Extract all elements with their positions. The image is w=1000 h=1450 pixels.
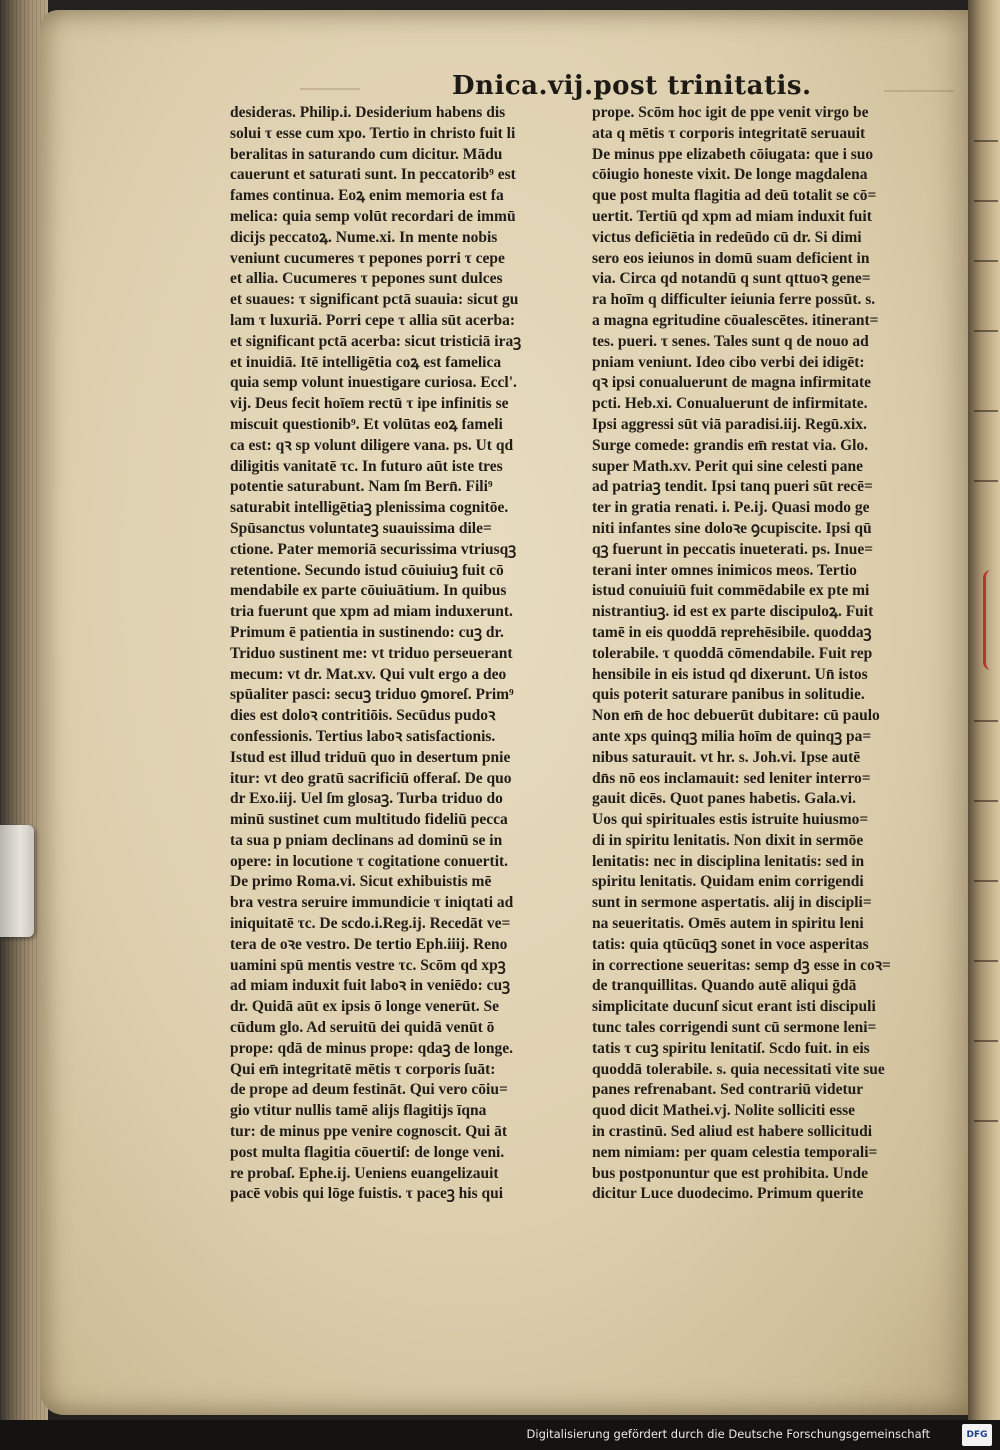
text-line: dies est doloꝛ contritiōis. Secūdus pudoꝛ bbox=[230, 707, 496, 725]
red-rubric-mark bbox=[983, 570, 1000, 670]
text-line: ter in gratia renati. i. Pe.ij. Quasi modo ge bbox=[592, 499, 870, 517]
text-line: melica: quia semp volūt recordari de immū bbox=[230, 207, 516, 225]
text-line: gio vtitur nullis tamē alijs flagitijs īqna bbox=[230, 1102, 487, 1120]
text-line: via. Circa qd notandū q sunt qttuoꝛ gene= bbox=[592, 270, 871, 288]
text-line: post multa flagitia cōuertiſ: de longe veni. bbox=[230, 1143, 505, 1161]
text-line: ca est: qꝛ sp volunt diligere vana. ps. Ut qd bbox=[230, 436, 514, 454]
text-line: tamē in eis quoddā reprehēsibile. quoddaꝫ bbox=[592, 623, 872, 641]
text-line: que post multa flagitia ad deū totalit se cō= bbox=[592, 187, 877, 205]
text-line: nistrantiuꝫ. id est ex parte discipuloꝝ. Fuit bbox=[592, 603, 874, 621]
text-line: nibus saturauit. vt hr. s. Joh.vi. Ipse autē bbox=[592, 748, 861, 766]
text-line: hensibile in eis istud qd dixerunt. Un̄ istos bbox=[592, 665, 868, 683]
text-line: opere: in locutione τ cogitatione conuertit. bbox=[230, 852, 509, 870]
text-line: veniunt cucumeres τ pepones porri τ cepe bbox=[230, 249, 505, 267]
text-line: prope. Scōm hoc igit de ppe venit virgo be bbox=[592, 104, 869, 121]
text-line: re probaſ. Ephe.ij. Ueniens euangelizauit bbox=[230, 1164, 499, 1182]
text-line: desideras. Philip.i. Desiderium habens dis bbox=[230, 104, 506, 121]
text-line: uertit. Tertiū qd xpm ad miam induxit fuit bbox=[592, 207, 872, 225]
text-line: tria fuerunt que xpm ad miam induxerunt. bbox=[230, 603, 513, 621]
text-line: cauerunt et saturati sunt. In peccatorib⁹ est bbox=[230, 166, 516, 184]
text-line: tatis τ cuꝫ spiritu lenitatiſ. Scdo fuit. in eis bbox=[592, 1039, 870, 1057]
text-line: Uos qui spirituales estis istruite huiusmo= bbox=[592, 811, 869, 829]
text-line: nem nimiam: per quam celestia temporali= bbox=[592, 1143, 878, 1161]
text-line: fames continua. Eoꝝ enim memoria est fa bbox=[230, 187, 504, 205]
text-line: lenitatis: nec in disciplina lenitatis: sed in bbox=[592, 852, 865, 870]
text-line: et suaues: τ significant pctā suauia: sicut gu bbox=[230, 291, 519, 309]
text-line: dicijs peccatoꝝ. Nume.xi. In mente nobis bbox=[230, 228, 498, 246]
text-line: Non em̄ de hoc debuerūt dubitare: cū paulo bbox=[592, 707, 880, 725]
text-line: Ipsi aggressi sūt viā paradisi.iij. Regū.xix. bbox=[592, 415, 867, 433]
text-line: et allia. Cucumeres τ pepones sunt dulces bbox=[230, 270, 503, 288]
text-line: panes refrenabant. Sed contrariū videtur bbox=[592, 1081, 864, 1099]
text-line: spūaliter pasci: secuꝫ triduo ꝯmoreſ. Prim⁹ bbox=[230, 686, 514, 704]
text-line: vij. Deus fecit hoīem rectū τ ipe infinitis se bbox=[230, 395, 509, 413]
text-line: tunc tales corrigendi sunt cū sermone leni= bbox=[592, 1019, 877, 1037]
text-line: quod dicit Mathei.vj. Nolite solliciti esse bbox=[592, 1102, 856, 1120]
text-line: iniquitatē τc. De scdo.i.Reg.ij. Recedāt ve= bbox=[230, 915, 511, 933]
text-line: simplicitate ducunſ sicut erant isti discipuli bbox=[592, 998, 876, 1016]
text-line: di in spiritu lenitatis. Non dixit in sermōe bbox=[592, 831, 864, 849]
text-line: retentione. Secundo istud cōuiuiuꝫ fuit cō bbox=[230, 561, 504, 579]
text-line: qꝫ fuerunt in peccatis inueterati. ps. Inue= bbox=[592, 540, 874, 558]
text-line: Spūsanctus voluntateꝫ suauissima dile= bbox=[230, 519, 492, 537]
text-line: cūdum glo. Ad seruitū dei quidā venūt ō bbox=[230, 1019, 495, 1037]
text-line: Primum ē patientia in sustinendo: cuꝫ dr. bbox=[230, 623, 504, 641]
text-line: terani inter omnes inimicos meos. Tertio bbox=[592, 561, 857, 579]
text-line: tolerabile. τ quoddā cōmendabile. Fuit rep bbox=[592, 644, 873, 662]
text-line: Triduo sustinent me: vt triduo perseuerant bbox=[230, 644, 513, 662]
text-line: in crastinū. Sed aliud est habere sollicitudi bbox=[592, 1123, 873, 1141]
text-line: et inuidiā. Itē intelligētia coꝝ est famelica bbox=[230, 353, 502, 371]
text-line: pacē vobis qui lōge fuistis. τ paceꝫ his qui bbox=[230, 1185, 504, 1203]
text-line: ta sua p pniam declinans ad dominū se in bbox=[230, 831, 503, 849]
text-line: na seueritatis. Omēs autem in spiritu leni bbox=[592, 915, 864, 933]
text-line: bra vestra seruire immundicie τ iniqtati ad bbox=[230, 894, 514, 912]
text-line: dr Exo.iij. Uel ſm glosaꝫ. Turba triduo do bbox=[230, 790, 503, 808]
text-line: gauit dicēs. Quot panes habetis. Gala.vi. bbox=[592, 790, 856, 808]
text-line: solui τ esse cum xpo. Tertio in christo fuit li bbox=[230, 124, 516, 142]
text-line: a magna egritudine cōualescētes. itinerant= bbox=[592, 311, 879, 329]
text-line: de tranquillitas. Quando autē aliqui ḡdā bbox=[592, 977, 857, 995]
text-line: mendabile ex parte cōuiuātium. In quibus bbox=[230, 582, 507, 600]
text-line: prope: qdā de minus prope: qdaꝫ de longe. bbox=[230, 1039, 513, 1057]
text-line: dicitur Luce duodecimo. Primum querite bbox=[592, 1185, 864, 1203]
text-line: pcti. Heb.xi. Conualuerunt de infirmitate. bbox=[592, 395, 868, 413]
text-line: diligitis vanitatē τc. In futuro aūt iste tres bbox=[230, 457, 503, 475]
text-column-left bbox=[230, 103, 585, 1205]
text-line: mecum: vt dr. Mat.xv. Qui vult ergo a deo bbox=[230, 665, 507, 683]
text-line: dn̄s nō eos inclamauit: sed leniter interro= bbox=[592, 769, 871, 787]
show-through-mark bbox=[884, 70, 954, 92]
text-line: itur: vt deo gratū sacrificiū offeraſ. De quo bbox=[230, 769, 512, 787]
text-line: victus deficiētia in redeūdo cū dr. Si dimi bbox=[592, 228, 862, 246]
text-line: Qui em̄ integritatē mētis τ corporis ſuāt: bbox=[230, 1060, 496, 1078]
text-line: quis poterit saturare panibus in solitudie. bbox=[592, 686, 865, 704]
text-line: ad miam induxit fuit laboꝛ in veniēdo: cuꝫ bbox=[230, 977, 511, 995]
text-line: miscuit questionib⁹. Et volūtas eoꝝ fameli bbox=[230, 415, 503, 433]
text-line: bus postponuntur que est prohibita. Unde bbox=[592, 1164, 868, 1182]
text-line: ra hoīm q difficulter ieiunia ferre possūt. s. bbox=[592, 291, 876, 309]
facing-page-edge bbox=[968, 0, 1000, 1420]
text-line: minū sustinet cum multitudo fideliū pecca bbox=[230, 811, 508, 829]
dfg-logo: DFG bbox=[962, 1424, 992, 1446]
text-line: tera de oꝛe vestro. De tertio Eph.iiij. Reno bbox=[230, 935, 508, 953]
text-line: sero eos ieiunos in domū suam deficient in bbox=[592, 249, 870, 267]
text-line: quia semp volunt inuestigare curiosa. Eccl'. bbox=[230, 374, 517, 392]
text-line: Istud est illud triduū quo in desertum pnie bbox=[230, 748, 511, 766]
text-line: niti infantes sine doloꝛe ꝯcupiscite. Ipsi qū bbox=[592, 519, 872, 537]
text-line: super Math.xv. Perit qui sine celesti pane bbox=[592, 457, 863, 475]
text-column-right bbox=[592, 103, 942, 1205]
text-line: ad patriaꝫ tendit. Ipsi tanq pueri sūt recē= bbox=[592, 478, 873, 496]
text-line: ctione. Pater memoriā securissima vtriusqꝫ bbox=[230, 540, 517, 558]
text-line: saturabit intelligētiaꝫ plenissima cognitōe. bbox=[230, 499, 509, 517]
text-line: confessionis. Tertius laboꝛ satisfactionis. bbox=[230, 727, 496, 745]
text-line: potentie saturabunt. Nam ſm Bern̄. Fili⁹ bbox=[230, 478, 493, 496]
text-line: ante xps quinqꝫ milia hoīm de quinqꝫ pa= bbox=[592, 727, 872, 745]
text-line: spiritu lenitatis. Quidam enim corrigendi bbox=[592, 873, 864, 891]
text-line: Surge comede: grandis em̄ restat via. Glo. bbox=[592, 436, 869, 454]
text-line: de prope ad deum festināt. Qui vero cōiu= bbox=[230, 1081, 508, 1099]
page-clip bbox=[0, 825, 34, 937]
text-line: tur: de minus ppe venire cognoscit. Qui āt bbox=[230, 1123, 507, 1141]
text-line: ata q mētis τ corporis integritatē seruauit bbox=[592, 124, 866, 142]
text-line: De minus ppe elizabeth cōiugata: que i suo bbox=[592, 145, 874, 163]
text-line: tes. pueri. τ senes. Tales sunt q de nouo ad bbox=[592, 332, 869, 350]
text-line: uamini spū mentis vestre τc. Scōm qd xpꝫ bbox=[230, 956, 506, 974]
text-line: istud conuiuiū fuit commēdabile ex pte mi bbox=[592, 582, 870, 600]
show-through-mark bbox=[300, 62, 360, 90]
text-line: pniam veniunt. Ideo cibo verbi dei idigēt: bbox=[592, 353, 865, 371]
digitization-credit: Digitalisierung gefördert durch die Deutsche Forschungsgemeinschaft bbox=[526, 1427, 930, 1441]
text-line: De primo Roma.vi. Sicut exhibuistis mē bbox=[230, 873, 492, 891]
text-line: quoddā tolerabile. s. quia necessitati vite sue bbox=[592, 1060, 885, 1078]
text-line: et significant pctā acerba: sicut tristiciā iraꝫ bbox=[230, 332, 522, 350]
running-head: Dnica.vij.post trinitatis. bbox=[452, 71, 812, 101]
text-line: tatis: quia qtūcūqꝫ sonet in voce asperitas bbox=[592, 935, 869, 953]
text-line: qꝛ ipsi conualuerunt de magna infirmitate bbox=[592, 374, 872, 392]
text-line: beralitas in saturando cum dicitur. Mādu bbox=[230, 145, 503, 163]
text-line: lam τ luxuriā. Porri cepe τ allia sūt acerba: bbox=[230, 311, 516, 329]
text-line: cōiugio honeste vixit. De longe magdalena bbox=[592, 166, 868, 184]
text-line: in correctione seueritas: semp dꝫ esse in coꝛ= bbox=[592, 956, 891, 974]
text-line: dr. Quidā aūt ex ipsis ō longe venerūt. Se bbox=[230, 998, 499, 1016]
text-line: sunt in sermone aspertatis. alij in discipli= bbox=[592, 894, 872, 912]
